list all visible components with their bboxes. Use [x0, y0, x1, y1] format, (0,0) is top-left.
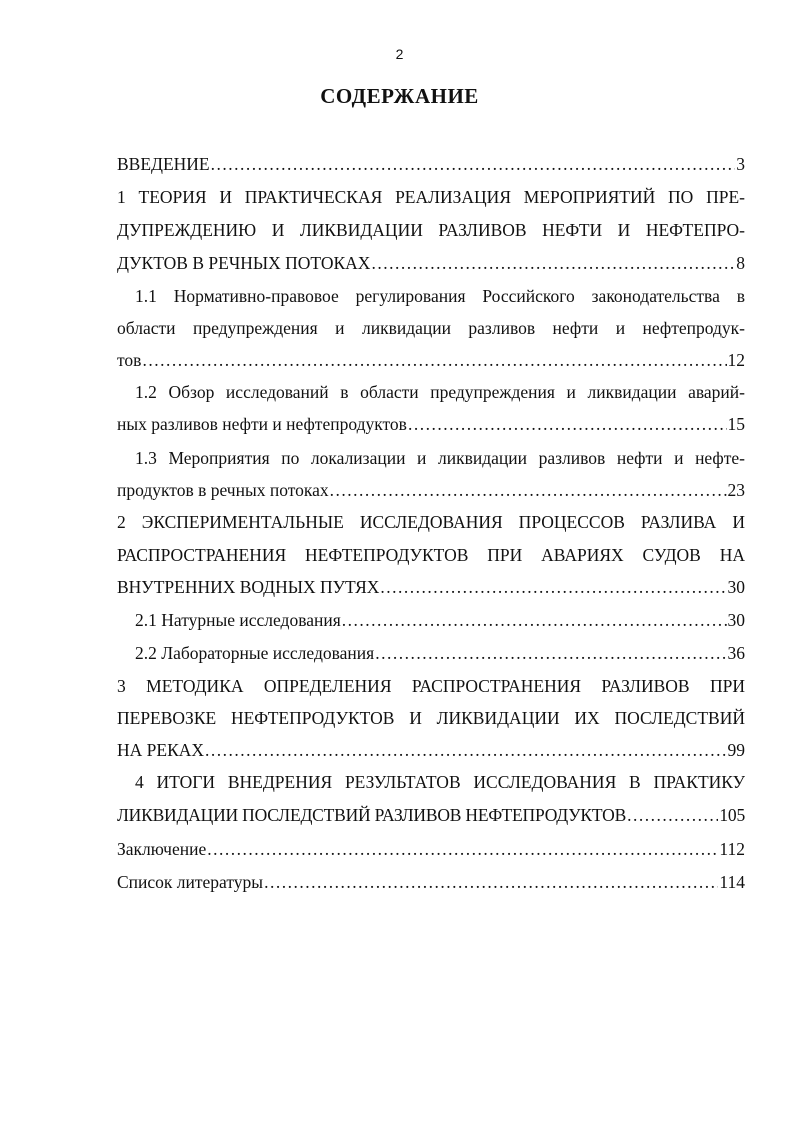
toc-page-number: 112 — [719, 839, 745, 859]
dot-leader — [371, 251, 735, 275]
toc-entry-section-2-1[interactable] — [135, 608, 745, 632]
toc-entry-last-line — [117, 738, 745, 762]
toc-entry-line: ДУПРЕЖДЕНИЮ И ЛИКВИДАЦИИ РАЗЛИВОВ НЕФТИ И НЕФТЕПРО- — [117, 220, 745, 240]
toc-entry-title: тов — [117, 350, 142, 370]
toc-entry-line: РАСПРОСТРАНЕНИЯ НЕФТЕПРОДУКТОВ ПРИ АВАРИЯХ СУДОВ НА — [117, 545, 745, 565]
toc-entry-line: 1.2 Обзор исследований в области предупреждения и ликвидации аварий- — [135, 382, 745, 402]
toc-entry-title: продуктов в речных потоках — [117, 480, 329, 500]
dot-leader — [211, 152, 736, 176]
toc-entry-last-line — [117, 348, 745, 372]
toc-entry-title: ВВЕДЕНИЕ — [117, 154, 210, 174]
toc-page-number: 15 — [727, 414, 745, 434]
toc-entry-title: Список литературы — [117, 872, 264, 892]
toc-entry-title: ВНУТРЕННИХ ВОДНЫХ ПУТЯХ — [117, 577, 380, 597]
dot-leader — [380, 575, 726, 599]
dot-leader — [342, 608, 727, 632]
toc-entry-title: 2.1 Натурные исследования — [135, 610, 341, 630]
toc-page-number: 105 — [719, 805, 745, 825]
toc-page-number: 99 — [727, 740, 745, 760]
toc-entry-line: области предупреждения и ликвидации разливов нефти и нефтепродук- — [117, 318, 745, 338]
toc-entry-line: 1 ТЕОРИЯ И ПРАКТИЧЕСКАЯ РЕАЛИЗАЦИЯ МЕРОПРИЯТИЙ ПО ПРЕ- — [117, 187, 745, 207]
toc-entry-line: 1.3 Мероприятия по локализации и ликвидации разливов нефти и нефте- — [135, 448, 745, 468]
toc-page-number: 30 — [727, 577, 745, 597]
toc-entry-section-2-2[interactable] — [135, 641, 745, 665]
toc-entry-line: 1.1 Нормативно-правовое регулирования Российского законодательства в — [135, 286, 745, 306]
toc-page-number: 23 — [727, 480, 745, 500]
dot-leader — [205, 738, 726, 762]
toc-page-number: 30 — [727, 610, 745, 630]
dot-leader — [264, 870, 718, 894]
toc-entry-line: 3 МЕТОДИКА ОПРЕДЕЛЕНИЯ РАСПРОСТРАНЕНИЯ РАЗЛИВОВ ПРИ — [117, 676, 745, 696]
toc-entry-last-line — [117, 478, 745, 502]
toc-page-number: 36 — [727, 643, 745, 663]
dot-leader — [375, 641, 726, 665]
toc-entry-last-line — [117, 575, 745, 599]
toc-page-number: 8 — [736, 253, 745, 273]
dot-leader — [330, 478, 727, 502]
toc-page-number: 12 — [727, 350, 745, 370]
dot-leader — [408, 412, 727, 436]
toc-page-number: 3 — [736, 154, 745, 174]
toc-entry-title: ЛИКВИДАЦИИ ПОСЛЕДСТВИЙ РАЗЛИВОВ НЕФТЕПРОДУКТОВ — [117, 805, 627, 825]
toc-entry-title: НА РЕКАХ — [117, 740, 205, 760]
page-title: СОДЕРЖАНИЕ — [320, 84, 479, 108]
toc-entry-last-line — [117, 803, 745, 827]
page-number: 2 — [395, 46, 404, 62]
toc-entry-last-line — [117, 412, 745, 436]
toc-entry-title: ДУКТОВ В РЕЧНЫХ ПОТОКАХ — [117, 253, 371, 273]
toc-entry-references[interactable] — [117, 870, 745, 894]
dot-leader — [142, 348, 726, 372]
toc-entry-line: 2 ЭКСПЕРИМЕНТАЛЬНЫЕ ИССЛЕДОВАНИЯ ПРОЦЕССОВ РАЗЛИВА И — [117, 512, 745, 532]
toc-entry-line: 4 ИТОГИ ВНЕДРЕНИЯ РЕЗУЛЬТАТОВ ИССЛЕДОВАНИЯ В ПРАКТИКУ — [135, 772, 745, 792]
toc-entry-line: ПЕРЕВОЗКЕ НЕФТЕПРОДУКТОВ И ЛИКВИДАЦИИ ИХ ПОСЛЕДСТВИЙ — [117, 708, 745, 728]
toc-entry-intro[interactable] — [117, 152, 745, 176]
toc-entry-conclusion[interactable] — [117, 837, 745, 861]
toc-entry-title: Заключение — [117, 839, 207, 859]
dot-leader — [627, 803, 718, 827]
toc-entry-title: 2.2 Лабораторные исследования — [135, 643, 375, 663]
toc-entry-last-line — [117, 251, 745, 275]
dot-leader — [207, 837, 718, 861]
toc-page-number: 114 — [719, 872, 745, 892]
toc-entry-title: ных разливов нефти и нефтепродуктов — [117, 414, 407, 434]
